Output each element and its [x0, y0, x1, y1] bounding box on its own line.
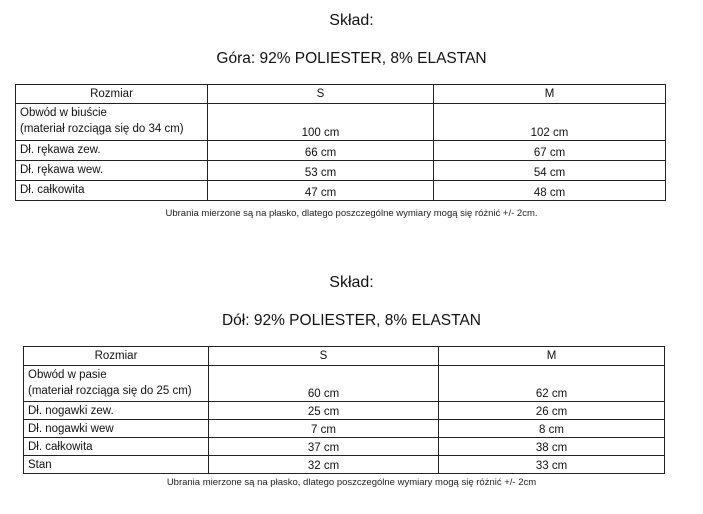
column-header-m: M [434, 85, 666, 104]
row-label-line: Obwód w pasie [28, 369, 107, 381]
value-s: 47 cm [208, 181, 434, 201]
value-s: 60 cm [209, 366, 439, 402]
table-row [16, 181, 666, 201]
row-label [24, 366, 209, 402]
table-header-row [24, 347, 665, 366]
table-row [24, 366, 665, 402]
table-row [24, 456, 665, 474]
value-m: 38 cm [439, 438, 665, 456]
value-m: 67 cm [434, 141, 666, 161]
row-label: Dł. całkowita [24, 438, 209, 456]
value-m: 102 cm [434, 104, 666, 141]
value-s: 53 cm [208, 161, 434, 181]
column-header-s: S [209, 347, 439, 366]
top-size-table [15, 84, 666, 201]
value-m: 8 cm [439, 420, 665, 438]
value-s: 100 cm [208, 104, 434, 141]
bottom-size-table [23, 346, 665, 474]
value-m: 54 cm [434, 161, 666, 181]
table-row [24, 402, 665, 420]
table-row [16, 104, 666, 141]
value-s: 7 cm [209, 420, 439, 438]
value-m: 48 cm [434, 181, 666, 201]
row-label-note: (materiał rozciąga się do 25 cm) [28, 385, 192, 397]
row-label: Dł. rękawa wew. [16, 161, 208, 181]
top-measurement-note: Ubrania mierzone są na płasko, dlatego poszczególne wymiary mogą się różnić +/- 2cm. [165, 208, 538, 219]
value-s: 32 cm [209, 456, 439, 474]
top-composition: Góra: 92% POLIESTER, 8% ELASTAN [216, 50, 487, 67]
column-header-size: Rozmiar [16, 85, 208, 104]
table-row [24, 420, 665, 438]
table-row [16, 161, 666, 181]
column-header-s: S [208, 85, 434, 104]
row-label: Dł. całkowita [16, 181, 208, 201]
bottom-measurement-note: Ubrania mierzone są na płasko, dlatego poszczególne wymiary mogą się różnić +/- 2cm [166, 477, 537, 488]
value-m: 33 cm [439, 456, 665, 474]
top-heading: Skład: [329, 12, 374, 29]
column-header-m: M [439, 347, 665, 366]
column-header-size: Rozmiar [24, 347, 209, 366]
row-label-line: Obwód w biuście [20, 107, 107, 119]
table-row [16, 141, 666, 161]
table-header-row [16, 85, 666, 104]
value-s: 37 cm [209, 438, 439, 456]
table-row [24, 438, 665, 456]
row-label: Dł. nogawki wew [24, 420, 209, 438]
value-s: 25 cm [209, 402, 439, 420]
row-label-note: (materiał rozciąga się do 34 cm) [20, 123, 184, 135]
bottom-composition: Dół: 92% POLIESTER, 8% ELASTAN [221, 312, 481, 329]
row-label [16, 104, 208, 141]
value-m: 26 cm [439, 402, 665, 420]
bottom-heading: Skład: [329, 274, 374, 291]
row-label: Stan [24, 456, 209, 474]
value-m: 62 cm [439, 366, 665, 402]
row-label: Dł. rękawa zew. [16, 141, 208, 161]
value-s: 66 cm [208, 141, 434, 161]
row-label: Dł. nogawki zew. [24, 402, 209, 420]
